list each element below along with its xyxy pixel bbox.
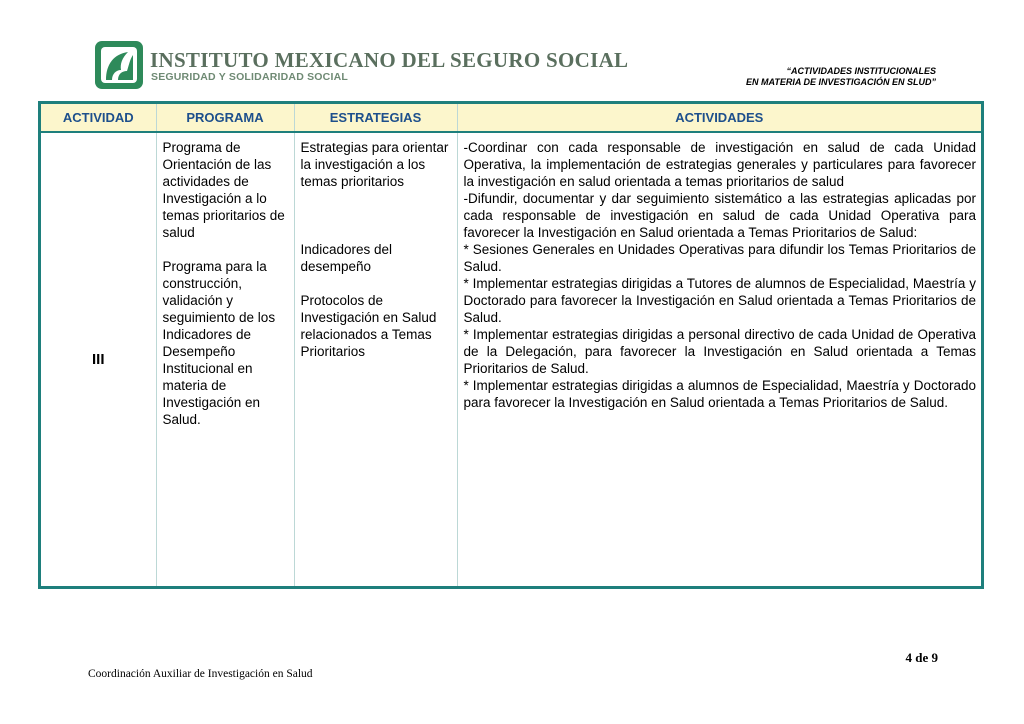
programa-item: Programa para la construcción, validación y seguimiento de los Indicadores de Desempeño Institucional en materia de Investigación en Salud.: [162, 259, 276, 427]
document-title-line1: “ACTIVIDADES INSTITUCIONALES: [786, 66, 936, 76]
cell-programa: [156, 132, 294, 586]
estrategia-item: Estrategias para orientar la investigación a los temas prioritarios: [300, 140, 449, 189]
table-header-row: [41, 104, 981, 132]
estrategia-item: Indicadores del desempeño: [300, 242, 393, 274]
header-actividad: ACTIVIDAD: [41, 104, 156, 132]
table-row: [41, 132, 981, 586]
actividad-item: -Coordinar con cada responsable de investigación en salud de cada Unidad Operativa, la implementación de estrategias generales y particulares para favorecer la investigación en salud orientada a temas prioritarios de salud: [463, 140, 976, 189]
actividad-item: * Implementar estrategias dirigidas a Tutores de alumnos de Especialidad, Maestría y Doctorado para favorecer la Investigación en Salud orientada a Temas Prioritarios de Salud.: [463, 276, 976, 325]
imss-eagle-logo-icon: [94, 40, 144, 90]
actividad-item: * Implementar estrategias dirigidas a alumnos de Especialidad, Maestría y Doctorado para favorecer la Investigación en Salud orientada a Temas Prioritarios de Salud.: [463, 378, 976, 410]
page-number: 4 de 9: [905, 650, 938, 665]
actividad-item: * Sesiones Generales en Unidades Operativas para difundir los Temas Prioritarios de Salud.: [463, 242, 976, 274]
actividad-item: -Difundir, documentar y dar seguimiento sistemático a las estrategias aplicadas por cada responsable de investigación en salud de cada Unidad Operativa para favorecer la Investigación en Salud orientada a Temas Prioritarios de Salud:: [463, 191, 976, 240]
cell-actividades: [457, 132, 981, 586]
cell-estrategias: [294, 132, 457, 586]
header-estrategias: ESTRATEGIAS: [294, 104, 457, 132]
activities-table: [38, 101, 984, 589]
document-title-line2: EN MATERIA DE INVESTIGACIÓN EN SLUD”: [745, 77, 936, 87]
document-title: [746, 66, 936, 88]
footer-department: Coordinación Auxiliar de Investigación en Salud: [88, 668, 313, 680]
institution-motto: SEGURIDAD Y SOLIDARIDAD SOCIAL: [151, 71, 348, 83]
cell-actividad: III: [41, 132, 156, 586]
programa-item: Programa de Orientación de las actividades de Investigación a lo temas prioritarios de salud: [162, 140, 285, 240]
header-programa: PROGRAMA: [156, 104, 294, 132]
institution-logo: [94, 40, 629, 92]
actividad-item: * Implementar estrategias dirigidas a personal directivo de cada Unidad de Operativa de la Delegación, para favorecer la Investigación en Salud orientada a Temas Prioritarios de Salud.: [463, 327, 976, 376]
estrategia-item: Protocolos de Investigación en Salud relacionados a Temas Prioritarios: [300, 293, 437, 359]
institution-name: INSTITUTO MEXICANO DEL SEGURO SOCIAL: [150, 48, 629, 72]
header-actividades: ACTIVIDADES: [457, 104, 981, 132]
